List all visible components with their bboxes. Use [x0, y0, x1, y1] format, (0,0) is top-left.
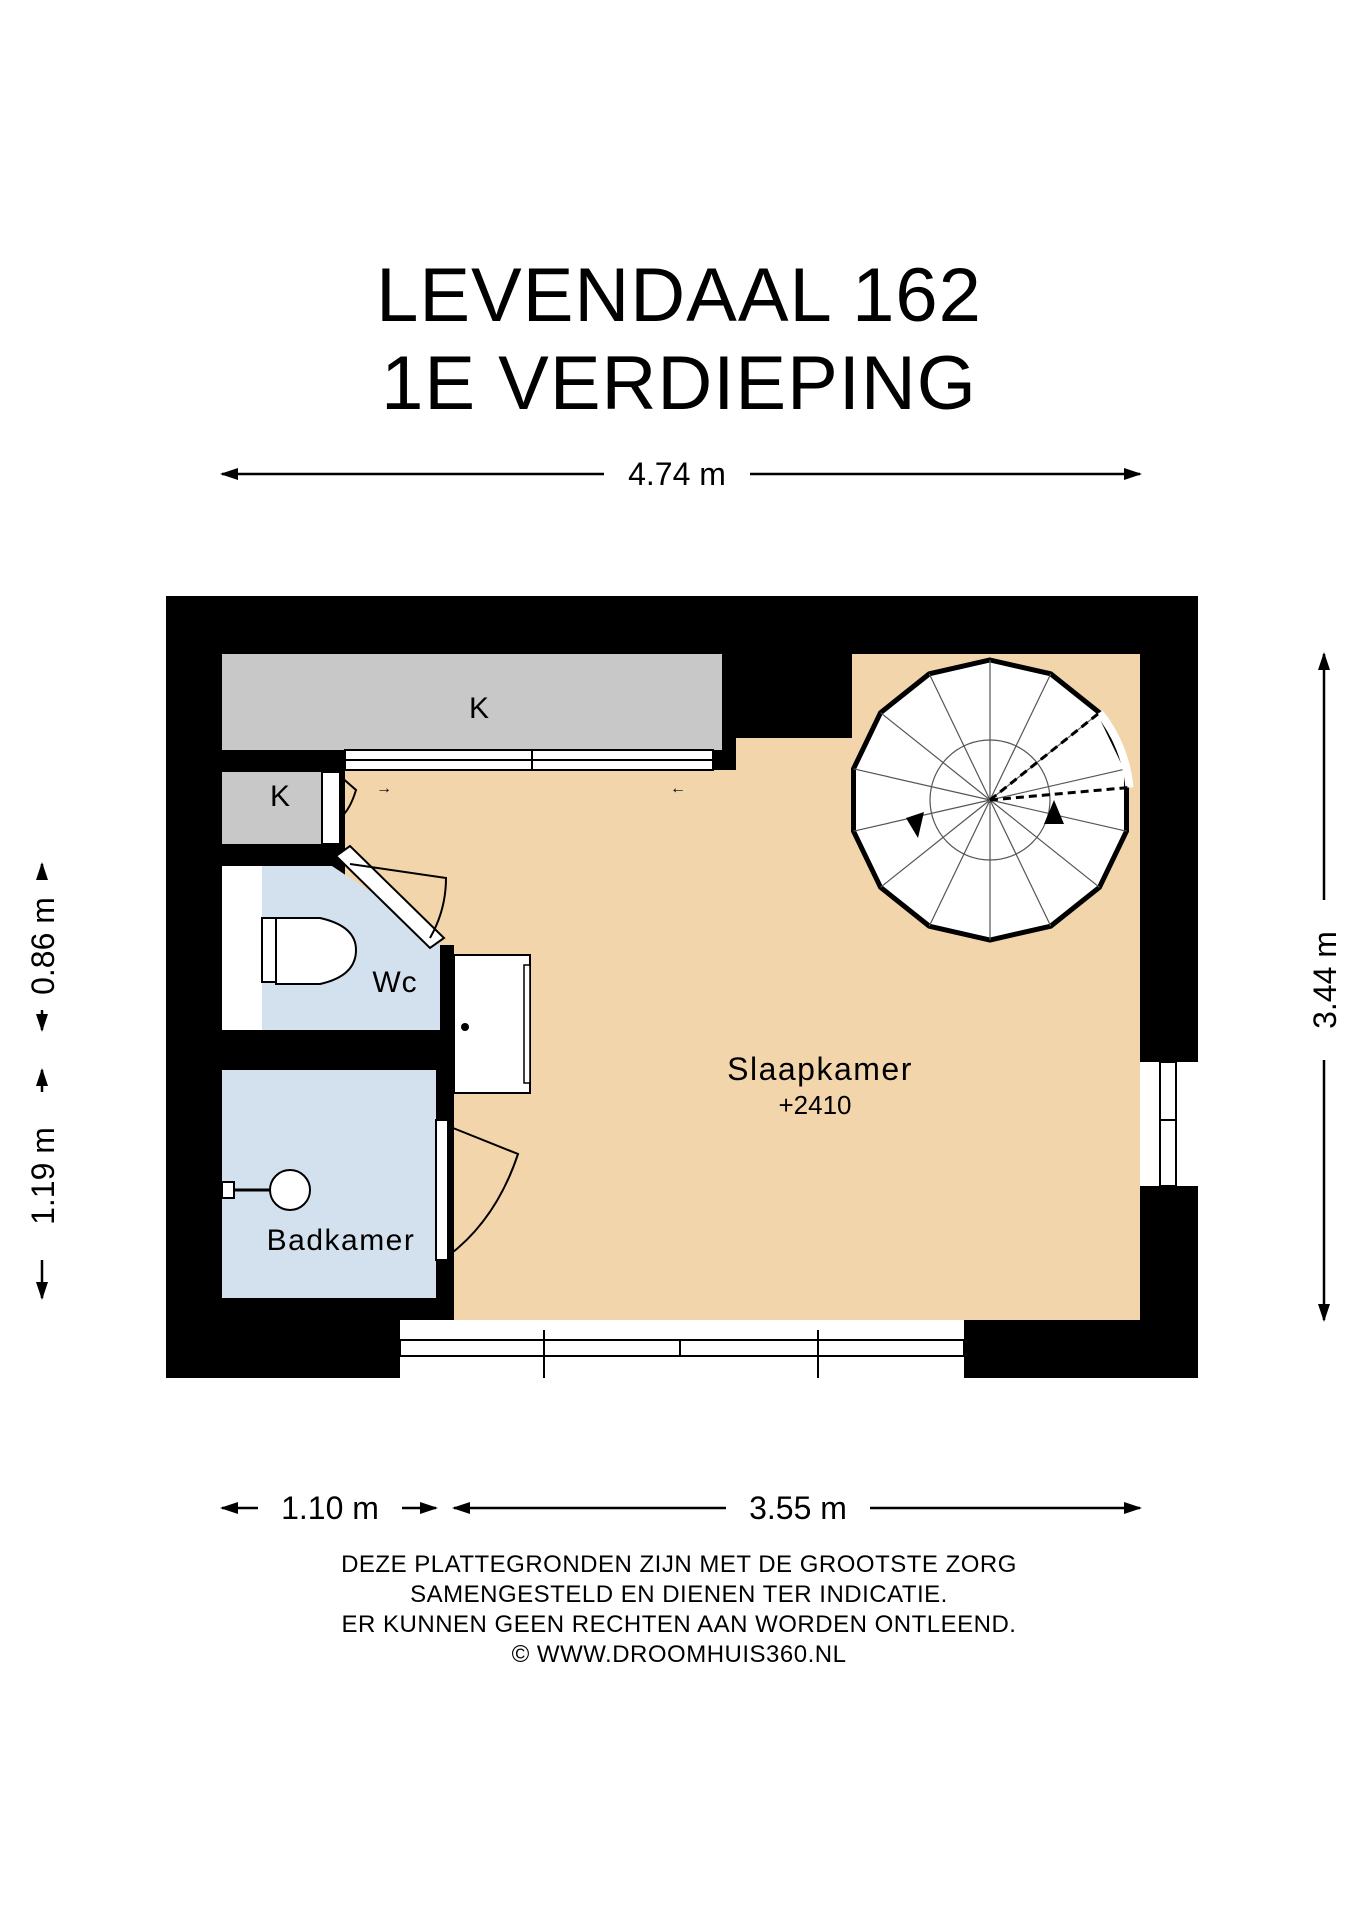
bathroom-floor — [222, 1070, 436, 1298]
plan-subtitle: 1E VERDIEPING — [381, 341, 977, 426]
sink-tap — [222, 1182, 234, 1198]
storage-top-label: K — [468, 692, 490, 725]
slide-arrow-left: ← — [670, 780, 686, 797]
dim-bottom-right: 3.55 m — [749, 1490, 847, 1526]
dim-top-width: 4.74 m — [628, 456, 726, 492]
dim-bottom-left: 1.10 m — [281, 1490, 379, 1526]
disclaimer-line-4: © WWW.DROOMHUIS360.NL — [511, 1641, 847, 1668]
dim-left-upper: 0.86 m — [25, 897, 61, 995]
dim-right-height: 3.44 m — [1307, 931, 1343, 1029]
spiral-staircase — [854, 660, 1130, 940]
toilet-tank — [262, 918, 276, 982]
small-storage-door — [322, 772, 340, 844]
storage-small-label: K — [269, 780, 291, 813]
disclaimer-line-3: ER KUNNEN GEEN RECHTEN AAN WORDEN ONTLEEND. — [341, 1611, 1017, 1638]
bottom-window-frame — [400, 1340, 964, 1356]
slide-arrow-right: → — [376, 780, 392, 797]
plan-title: LEVENDAAL 162 — [376, 253, 982, 338]
sink-bowl — [270, 1170, 310, 1210]
disclaimer-line-2: SAMENGESTELD EN DIENEN TER INDICATIE. — [410, 1581, 948, 1608]
bedroom-level: +2410 — [778, 1090, 852, 1120]
wc-label: Wc — [372, 966, 418, 999]
bedroom-label: Slaapkamer — [727, 1051, 913, 1087]
bathroom-label: Badkamer — [266, 1224, 416, 1257]
dim-left-lower: 1.19 m — [25, 1127, 61, 1225]
bathroom-door — [436, 1120, 448, 1260]
disclaimer-line-1: DEZE PLATTEGRONDEN ZIJN MET DE GROOTSTE ZORG — [341, 1551, 1017, 1578]
right-window-frame — [1160, 1062, 1176, 1186]
toilet-bowl — [276, 918, 356, 984]
cabinet-knob — [461, 1023, 469, 1031]
wc-wall-strip — [222, 866, 262, 1030]
disclaimer — [0, 1550, 1358, 1670]
cabinet-edge — [524, 965, 530, 1083]
